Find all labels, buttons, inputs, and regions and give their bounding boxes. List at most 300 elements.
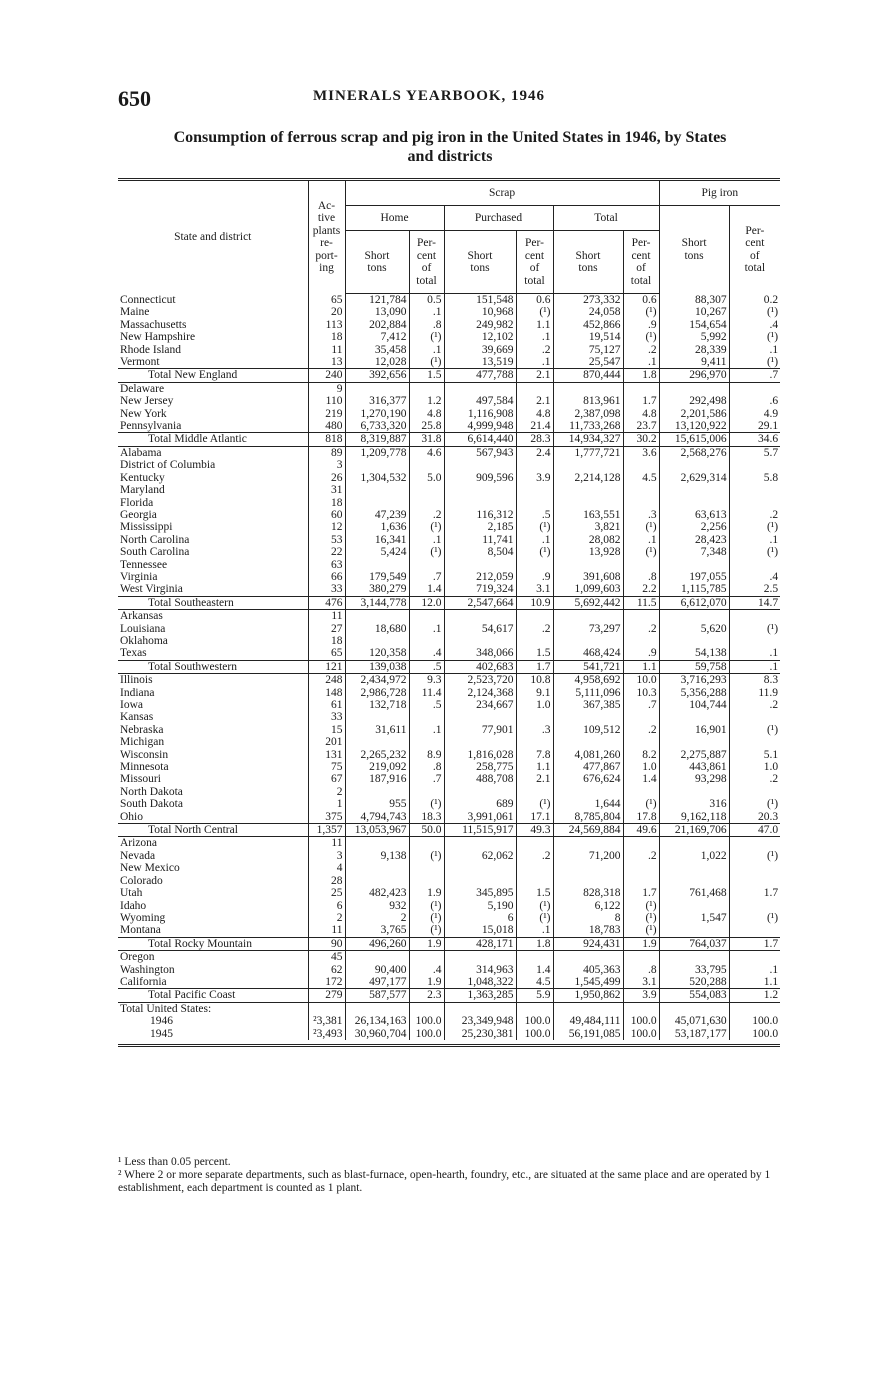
pig-iron-header: Pig iron [659, 180, 780, 206]
cell-pig-p: .2 [729, 509, 780, 521]
cell-pig-p: 29.1 [729, 420, 780, 433]
cell-tot-t: 2,214,128 [553, 472, 623, 484]
table-row [118, 472, 780, 484]
cell-tot-t: 18,783 [553, 924, 623, 937]
cell-plants: 90 [308, 937, 345, 950]
cell-home-p [409, 484, 444, 496]
cell-home-t: 1,270,190 [345, 408, 409, 420]
cell-tot-t: 367,385 [553, 699, 623, 711]
cell-pur-p: 1.0 [516, 699, 553, 711]
cell-home-p [409, 736, 444, 748]
cell-home-p: 1.9 [409, 976, 444, 989]
cell-pur-t: 13,519 [444, 356, 516, 369]
cell-tot-p: 11.5 [623, 596, 659, 609]
cell-tot-p: .2 [623, 850, 659, 862]
cell-pur-p: (¹) [516, 900, 553, 912]
cell-pig-t: 88,307 [659, 294, 729, 307]
state-name: Alabama [120, 446, 162, 459]
cell-tot-t [553, 837, 623, 850]
cell-pur-p: 5.9 [516, 989, 553, 1002]
cell-pig-t: 154,654 [659, 319, 729, 331]
state-name: Minnesota [120, 761, 169, 774]
cell-pig-t: 443,861 [659, 761, 729, 773]
state-name: Vermont [120, 356, 160, 369]
cell-pig-p: 1.2 [729, 989, 780, 1002]
cell-plants: 121 [308, 660, 345, 673]
scrap-header: Scrap [345, 180, 659, 206]
cell-tot-p [623, 610, 659, 623]
cell-home-p: 18.3 [409, 811, 444, 824]
cell-pig-t: 2,256 [659, 521, 729, 533]
cell-pig-t: 53,187,177 [659, 1028, 729, 1040]
cell-plants: 279 [308, 989, 345, 1002]
footnote-2: ² Where 2 or more separate departments, such as blast-furnace, open-hearth, foundry, etc., are situated at the same place and are operated by 1 establishment, each department is counted as 1 plant. [118, 1169, 771, 1194]
cell-pur-p [516, 382, 553, 395]
table-row [118, 912, 780, 924]
cell-pig-t [659, 900, 729, 912]
cell-pur-t [444, 875, 516, 887]
cell-tot-p: .7 [623, 699, 659, 711]
cell-pur-p: (¹) [516, 521, 553, 533]
cell-pig-t [659, 559, 729, 571]
table-row [118, 331, 780, 343]
cell-pur-p: 2.4 [516, 446, 553, 459]
cell-home-p: .1 [409, 623, 444, 635]
cell-tot-t [553, 951, 623, 964]
cell-plants: 67 [308, 773, 345, 785]
cell-pig-t [659, 610, 729, 623]
table-row [118, 420, 780, 433]
cell-pur-t: 719,324 [444, 583, 516, 596]
cell-pur-t: 11,515,917 [444, 824, 516, 837]
cell-plants: 22 [308, 546, 345, 558]
cell-pur-t [444, 736, 516, 748]
cell-pur-p: .1 [516, 534, 553, 546]
cell-plants: 18 [308, 497, 345, 509]
cell-tot-p: 1.7 [623, 395, 659, 407]
cell-home-p: .2 [409, 509, 444, 521]
cell-plants: 11 [308, 924, 345, 937]
state-name: Kansas [120, 711, 154, 724]
cell-tot-t: 163,551 [553, 509, 623, 521]
cell-pur-p: .1 [516, 924, 553, 937]
cell-pig-p: 20.3 [729, 811, 780, 824]
table-row [118, 875, 780, 887]
cell-tot-p [623, 459, 659, 471]
cell-pig-p: .6 [729, 395, 780, 407]
cell-home-t [345, 1002, 409, 1015]
cell-pig-p [729, 459, 780, 471]
state-name: Iowa [120, 699, 143, 711]
cell-pur-t: 25,230,381 [444, 1028, 516, 1040]
cell-pig-t: 63,613 [659, 509, 729, 521]
cell-tot-p: 100.0 [623, 1028, 659, 1040]
cell-pur-t: 6 [444, 912, 516, 924]
cell-home-p: 100.0 [409, 1028, 444, 1040]
table-row [118, 306, 780, 318]
cell-pur-t: 23,349,948 [444, 1015, 516, 1027]
cell-pig-p [729, 497, 780, 509]
cell-pig-p: .2 [729, 699, 780, 711]
cell-pur-t: 477,788 [444, 369, 516, 382]
cell-pur-p: 10.8 [516, 674, 553, 687]
state-name: Wisconsin [120, 748, 169, 761]
state-name: West Virginia [120, 583, 183, 596]
cell-pur-p [516, 635, 553, 647]
state-name: Total Middle Atlantic [118, 433, 308, 446]
cell-pur-t: 567,943 [444, 446, 516, 459]
pig-short-tons-header: Short tons [659, 206, 729, 294]
table-row [118, 497, 780, 509]
cell-home-t [345, 382, 409, 395]
cell-home-p [409, 875, 444, 887]
cell-tot-p: 1.7 [623, 887, 659, 899]
cell-home-p [409, 559, 444, 571]
cell-tot-p: (¹) [623, 924, 659, 937]
cell-pur-t: 77,901 [444, 724, 516, 736]
state-name: New York [120, 407, 167, 420]
cell-tot-p: 49.6 [623, 824, 659, 837]
cell-pur-p: .1 [516, 331, 553, 343]
cell-plants: 240 [308, 369, 345, 382]
cell-tot-p: (¹) [623, 331, 659, 343]
cell-pur-p: 3.9 [516, 472, 553, 484]
cell-tot-p: .8 [623, 964, 659, 976]
cell-plants: ²3,493 [308, 1028, 345, 1040]
cell-pur-t: 151,548 [444, 294, 516, 307]
cell-pur-p: 2.1 [516, 395, 553, 407]
cell-pig-p: (¹) [729, 798, 780, 810]
table-row [118, 724, 780, 736]
cell-home-t: 16,341 [345, 534, 409, 546]
cell-pig-p: (¹) [729, 912, 780, 924]
cell-home-t: 120,358 [345, 647, 409, 660]
cell-home-t: 7,412 [345, 331, 409, 343]
cell-plants: 33 [308, 711, 345, 723]
cell-home-p: .4 [409, 964, 444, 976]
cell-tot-p [623, 951, 659, 964]
cell-pur-p: .9 [516, 571, 553, 583]
state-name: Massachusetts [120, 318, 187, 331]
cell-pig-p: .4 [729, 319, 780, 331]
table-row [118, 1002, 780, 1015]
table-title [110, 128, 790, 166]
cell-pig-p: 1.1 [729, 976, 780, 989]
cell-pur-p [516, 786, 553, 798]
cell-tot-t: 468,424 [553, 647, 623, 660]
cell-tot-p: .3 [623, 509, 659, 521]
cell-tot-t [553, 1002, 623, 1015]
cell-home-p: .8 [409, 761, 444, 773]
table-row [118, 811, 780, 824]
state-name: Missouri [120, 773, 161, 786]
cell-tot-p: .9 [623, 647, 659, 660]
cell-pur-p [516, 497, 553, 509]
cell-tot-t [553, 875, 623, 887]
cell-pur-t [444, 1002, 516, 1015]
table-row [118, 837, 780, 850]
cell-pur-p [516, 559, 553, 571]
cell-pig-p: (¹) [729, 546, 780, 558]
cell-pig-t: 554,083 [659, 989, 729, 1002]
cell-home-t: 2,265,232 [345, 749, 409, 761]
cell-home-t: 13,090 [345, 306, 409, 318]
state-name: South Carolina [120, 546, 190, 559]
cell-home-p: .1 [409, 306, 444, 318]
title-line-1: Consumption of ferrous scrap and pig iron in the United States in 1946, by States [173, 129, 727, 146]
cell-tot-t [553, 736, 623, 748]
cell-tot-t: 73,297 [553, 623, 623, 635]
cell-home-p: .1 [409, 344, 444, 356]
table-row [118, 850, 780, 862]
cell-pig-p: (¹) [729, 724, 780, 736]
cell-home-p: 1.9 [409, 887, 444, 899]
cell-home-t: 497,177 [345, 976, 409, 989]
cell-pig-p: 47.0 [729, 824, 780, 837]
cell-home-t: 202,884 [345, 319, 409, 331]
total-row [118, 433, 780, 446]
cell-pur-p: 100.0 [516, 1015, 553, 1027]
cell-home-p [409, 862, 444, 874]
cell-pig-t: 197,055 [659, 571, 729, 583]
cell-pig-t: 764,037 [659, 937, 729, 950]
cell-pig-p: 5.1 [729, 749, 780, 761]
cell-home-p: 50.0 [409, 824, 444, 837]
cell-plants: 15 [308, 724, 345, 736]
state-name: Arizona [120, 837, 158, 850]
cell-plants [308, 1002, 345, 1015]
cell-pig-p: 14.7 [729, 596, 780, 609]
cell-plants: 18 [308, 331, 345, 343]
state-name: New Hampshire [120, 331, 196, 344]
cell-pig-p: 100.0 [729, 1028, 780, 1040]
state-name: Maine [120, 306, 150, 319]
cell-home-t [345, 559, 409, 571]
cell-pig-t: 33,795 [659, 964, 729, 976]
cell-pig-p [729, 862, 780, 874]
cell-tot-t: 676,624 [553, 773, 623, 785]
cell-pur-t: 689 [444, 798, 516, 810]
cell-plants: 11 [308, 837, 345, 850]
cell-tot-t: 56,191,085 [553, 1028, 623, 1040]
cell-tot-p [623, 382, 659, 395]
cell-home-p: .1 [409, 724, 444, 736]
cell-tot-t: 75,127 [553, 344, 623, 356]
cell-pig-t [659, 875, 729, 887]
cell-tot-p: 3.6 [623, 446, 659, 459]
cell-tot-p [623, 711, 659, 723]
cell-home-t: 1,636 [345, 521, 409, 533]
cell-tot-p: .1 [623, 356, 659, 369]
cell-pur-p: 7.8 [516, 749, 553, 761]
cell-home-p: 9.3 [409, 674, 444, 687]
cell-plants: 480 [308, 420, 345, 433]
cell-plants: 248 [308, 674, 345, 687]
cell-home-t: 26,134,163 [345, 1015, 409, 1027]
cell-pig-t [659, 459, 729, 471]
cell-pig-t [659, 711, 729, 723]
cell-tot-t [553, 497, 623, 509]
cell-pur-p: (¹) [516, 546, 553, 558]
state-name: Total Rocky Mountain [118, 937, 308, 950]
cell-home-t: 31,611 [345, 724, 409, 736]
cell-home-t: 179,549 [345, 571, 409, 583]
state-name: Arkansas [120, 610, 163, 623]
cell-pur-p: 1.5 [516, 887, 553, 899]
cell-plants: 65 [308, 647, 345, 660]
cell-home-p [409, 1002, 444, 1015]
cell-pig-p [729, 924, 780, 937]
cell-pig-t: 10,267 [659, 306, 729, 318]
cell-pig-t: 59,758 [659, 660, 729, 673]
cell-home-t: 30,960,704 [345, 1028, 409, 1040]
cell-home-t [345, 786, 409, 798]
cell-home-p [409, 610, 444, 623]
cell-pur-t [444, 635, 516, 647]
cell-tot-t [553, 786, 623, 798]
cell-pig-t: 16,901 [659, 724, 729, 736]
state-name: Texas [120, 647, 147, 660]
cell-plants: 110 [308, 395, 345, 407]
cell-pig-t [659, 786, 729, 798]
cell-home-p: (¹) [409, 924, 444, 937]
cell-pig-t [659, 497, 729, 509]
cell-pur-t: 249,982 [444, 319, 516, 331]
cell-home-p: .8 [409, 319, 444, 331]
cell-home-t: 1,209,778 [345, 446, 409, 459]
cell-pig-t: 28,339 [659, 344, 729, 356]
cell-plants: 201 [308, 736, 345, 748]
cell-pur-p [516, 837, 553, 850]
cell-pur-p [516, 484, 553, 496]
cell-home-t [345, 711, 409, 723]
cell-pig-t: 54,138 [659, 647, 729, 660]
state-name: 1946 [150, 1015, 173, 1028]
cell-home-t: 132,718 [345, 699, 409, 711]
home-percent-header: Per- cent of total [409, 231, 444, 294]
cell-plants: 27 [308, 623, 345, 635]
cell-pur-t [444, 786, 516, 798]
cell-pig-p [729, 951, 780, 964]
cell-pig-t [659, 862, 729, 874]
home-header: Home [345, 206, 444, 231]
cell-tot-p: 10.3 [623, 687, 659, 699]
cell-tot-t: 49,484,111 [553, 1015, 623, 1027]
state-name: Louisiana [120, 622, 166, 635]
purchased-short-tons-header: Short tons [444, 231, 516, 294]
cell-pur-t: 4,999,948 [444, 420, 516, 433]
state-name: Michigan [120, 736, 165, 749]
cell-tot-t: 1,777,721 [553, 446, 623, 459]
cell-pig-p: 5.7 [729, 446, 780, 459]
cell-pig-t [659, 924, 729, 937]
state-name: North Carolina [120, 533, 190, 546]
cell-pur-t [444, 862, 516, 874]
cell-tot-t: 6,122 [553, 900, 623, 912]
table-row [118, 761, 780, 773]
cell-tot-p: 4.5 [623, 472, 659, 484]
cell-pig-t: 15,615,006 [659, 433, 729, 446]
cell-tot-t: 5,111,096 [553, 687, 623, 699]
cell-pur-t: 2,523,720 [444, 674, 516, 687]
cell-pig-t: 9,411 [659, 356, 729, 369]
table-row [118, 1028, 780, 1040]
total-row [118, 824, 780, 837]
cell-pig-t: 7,348 [659, 546, 729, 558]
total-short-tons-header: Short tons [553, 231, 623, 294]
cell-pig-p: (¹) [729, 331, 780, 343]
state-name: Oregon [120, 951, 155, 964]
cell-home-p [409, 382, 444, 395]
cell-tot-p [623, 1002, 659, 1015]
cell-pur-t: 10,968 [444, 306, 516, 318]
cell-tot-p: (¹) [623, 912, 659, 924]
consumption-table [118, 178, 780, 1047]
cell-home-p: .5 [409, 699, 444, 711]
table-row [118, 976, 780, 989]
cell-pig-p: 34.6 [729, 433, 780, 446]
cell-tot-t: 477,867 [553, 761, 623, 773]
table-row [118, 610, 780, 623]
table-row [118, 583, 780, 596]
cell-pig-t: 5,356,288 [659, 687, 729, 699]
cell-home-t: 2,986,728 [345, 687, 409, 699]
cell-home-t: 955 [345, 798, 409, 810]
total-row [118, 596, 780, 609]
cell-home-t: 3,765 [345, 924, 409, 937]
purchased-percent-header: Per- cent of total [516, 231, 553, 294]
cell-pur-t: 2,547,664 [444, 596, 516, 609]
cell-plants: 2 [308, 912, 345, 924]
cell-pur-t: 116,312 [444, 509, 516, 521]
cell-pur-t: 2,124,368 [444, 687, 516, 699]
cell-pig-t: 6,612,070 [659, 596, 729, 609]
state-name: Maryland [120, 484, 165, 497]
cell-tot-t: 28,082 [553, 534, 623, 546]
cell-pur-t: 488,708 [444, 773, 516, 785]
cell-plants: ²3,381 [308, 1015, 345, 1027]
cell-pur-p: 100.0 [516, 1028, 553, 1040]
cell-pig-p [729, 736, 780, 748]
cell-tot-t: 273,332 [553, 294, 623, 307]
cell-home-p: 1.5 [409, 369, 444, 382]
cell-pur-t: 1,816,028 [444, 749, 516, 761]
cell-home-p: 1.4 [409, 583, 444, 596]
cell-home-t [345, 837, 409, 850]
cell-pur-t: 54,617 [444, 623, 516, 635]
plants-header: Ac- tive plants re- port- ing [308, 180, 345, 294]
cell-pig-t [659, 837, 729, 850]
cell-tot-p: 3.9 [623, 989, 659, 1002]
cell-home-p: .7 [409, 773, 444, 785]
cell-pur-t: 258,775 [444, 761, 516, 773]
cell-pur-t [444, 951, 516, 964]
state-name: Total Southeastern [118, 596, 308, 609]
cell-pur-p: 4.8 [516, 408, 553, 420]
state-name: Georgia [120, 508, 157, 521]
cell-pur-p: 49.3 [516, 824, 553, 837]
cell-pur-t: 234,667 [444, 699, 516, 711]
cell-pig-p: 5.8 [729, 472, 780, 484]
cell-home-t: 932 [345, 900, 409, 912]
cell-pig-t: 2,275,887 [659, 749, 729, 761]
state-name: Total North Central [118, 824, 308, 837]
state-name: Nebraska [120, 723, 164, 736]
state-name: Pennsylvania [120, 420, 182, 433]
cell-pig-p: 1.7 [729, 887, 780, 899]
cell-home-t: 5,424 [345, 546, 409, 558]
cell-tot-t: 13,928 [553, 546, 623, 558]
